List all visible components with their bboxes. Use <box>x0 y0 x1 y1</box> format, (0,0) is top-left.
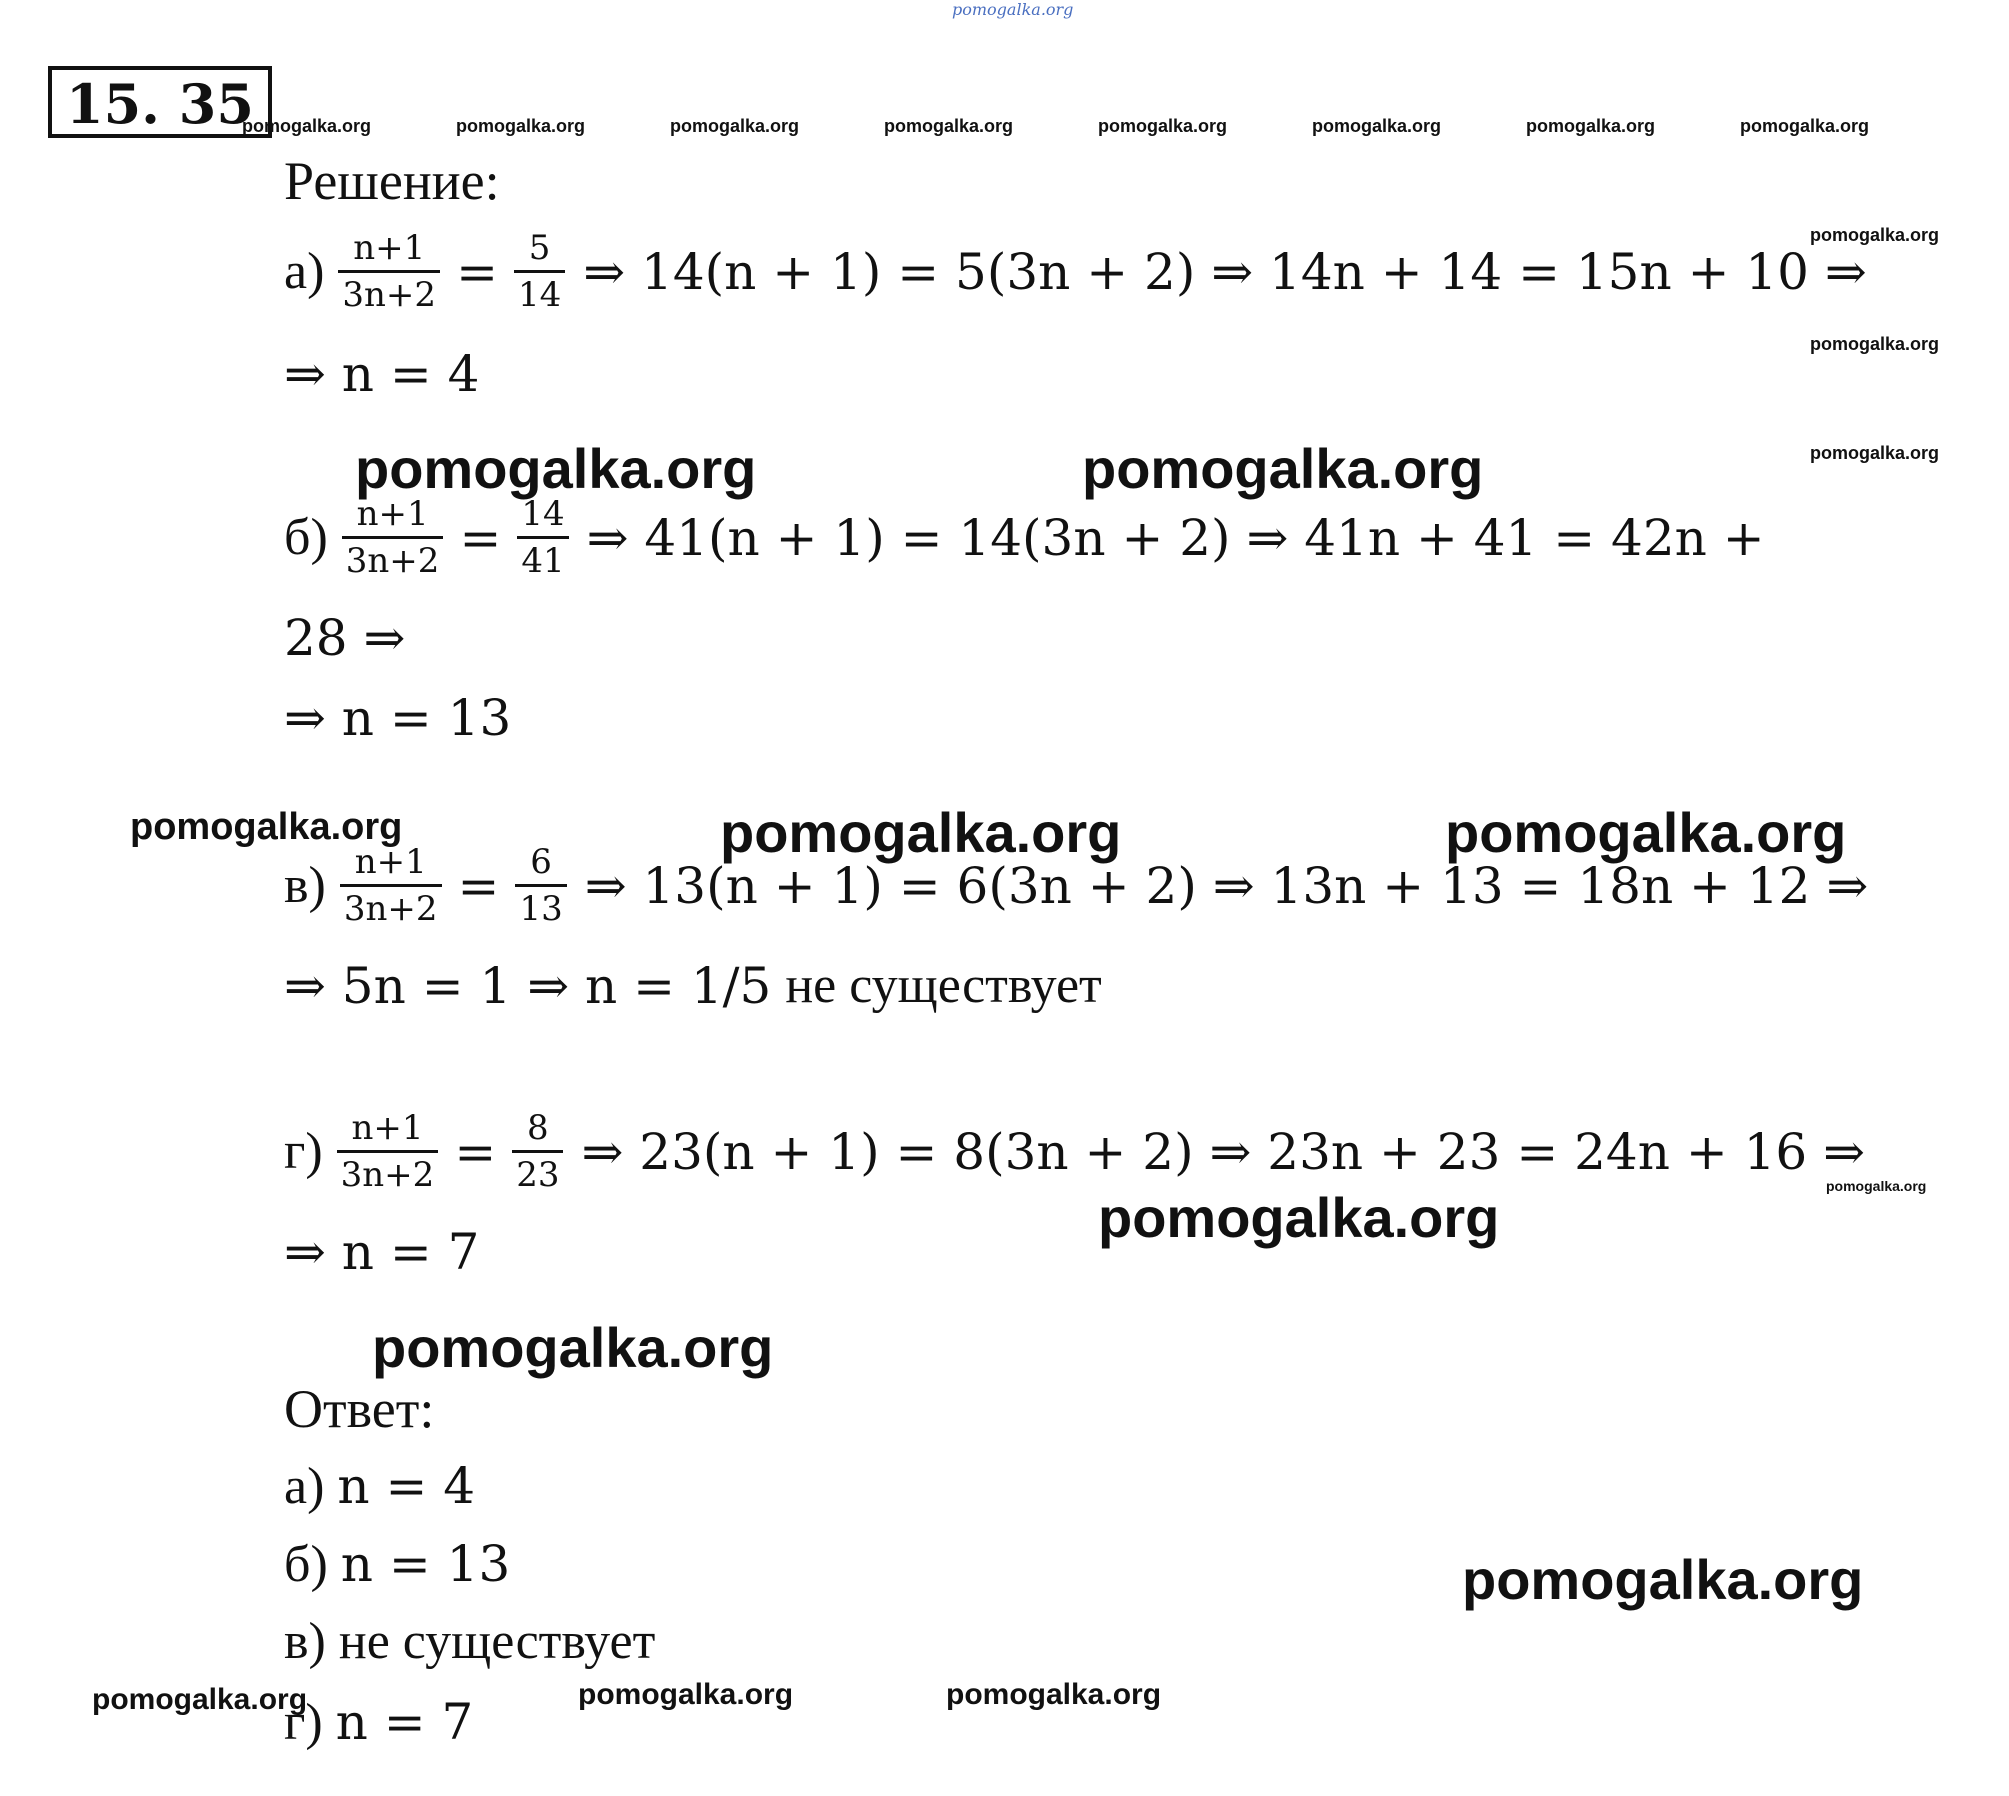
watermark-large: pomogalka.org <box>1098 1186 1500 1249</box>
answer-label: а) <box>284 1458 325 1515</box>
part-v-line1 <box>284 842 1868 929</box>
part-label: в) <box>284 856 326 914</box>
equation-rest: ⇒ 41(n + 1) = 14(3n + 2) ⇒ 41n + 41 = 42n + <box>586 508 1765 567</box>
numerator: 8 <box>527 1108 549 1148</box>
watermark-small: pomogalka.org <box>1810 443 1940 463</box>
denominator: 3n+2 <box>342 536 444 581</box>
numerator: 6 <box>530 842 552 882</box>
equals-sign: = <box>459 508 502 567</box>
part-a-line2: ⇒ n = 4 <box>284 345 480 403</box>
top-watermark: pomogalka.org <box>952 0 1074 19</box>
watermark-small: pomogalka.org <box>1526 116 1656 136</box>
watermark-small: pomogalka.org <box>1740 116 1870 136</box>
answer-value: n = 13 <box>340 1535 511 1593</box>
watermark-large: pomogalka.org <box>720 801 1122 864</box>
watermark-small: pomogalka.org <box>1810 225 1940 245</box>
equation-rest: ⇒ 13(n + 1) = 6(3n + 2) ⇒ 13n + 13 = 18n + 12 ⇒ <box>584 856 1869 915</box>
denominator: 14 <box>514 270 565 315</box>
fraction <box>340 842 442 929</box>
denominator: 23 <box>512 1150 563 1195</box>
watermark-large: pomogalka.org <box>1445 801 1847 864</box>
answer-label: г) <box>284 1694 323 1751</box>
equals-sign: = <box>456 242 498 301</box>
watermark-medium: pomogalka.org <box>946 1678 1162 1711</box>
part-label: г) <box>284 1122 323 1180</box>
fraction <box>337 1108 439 1195</box>
numerator: 5 <box>528 228 551 268</box>
part-b-line1 <box>284 494 1765 581</box>
watermark-small: pomogalka.org <box>456 116 586 136</box>
answer-value: n = 7 <box>335 1693 474 1751</box>
answer-a <box>284 1456 475 1517</box>
equation-rest: ⇒ 14(n + 1) = 5(3n + 2) ⇒ 14n + 14 = 15n + 10 ⇒ <box>583 242 1867 301</box>
numerator: n+1 <box>356 494 429 534</box>
answer-v <box>284 1612 655 1672</box>
watermark-large: pomogalka.org <box>355 437 757 500</box>
numerator: n+1 <box>351 1108 424 1148</box>
part-b-line3: ⇒ n = 13 <box>284 689 512 747</box>
part-label: а) <box>284 242 325 300</box>
part-g-line1 <box>284 1108 1865 1195</box>
answer-b <box>284 1534 510 1595</box>
watermark-small: pomogalka.org <box>242 116 372 136</box>
watermark-large: pomogalka.org <box>1082 437 1484 500</box>
equation-rest: ⇒ 5n = 1 ⇒ n = 1/5 <box>284 957 772 1015</box>
watermark-small: pomogalka.org <box>1312 116 1442 136</box>
does-not-exist-text: не существует <box>785 957 1102 1014</box>
equation-rest: ⇒ 23(n + 1) = 8(3n + 2) ⇒ 23n + 23 = 24n + 16 ⇒ <box>581 1122 1866 1181</box>
equals-sign: = <box>454 1122 497 1181</box>
fraction <box>342 494 444 581</box>
watermark-medium: pomogalka.org <box>578 1678 794 1711</box>
numerator: n+1 <box>353 228 426 268</box>
answer-heading: Ответ: <box>284 1379 435 1439</box>
answer-label: б) <box>284 1536 328 1593</box>
fraction <box>512 1108 563 1195</box>
answer-value: не существует <box>338 1613 656 1670</box>
answer-value: n = 4 <box>337 1457 476 1515</box>
problem-number: 15. 35 <box>48 66 272 138</box>
fraction <box>338 228 440 315</box>
watermark-small: pomogalka.org <box>884 116 1014 136</box>
watermark-small: pomogalka.org <box>1810 334 1940 354</box>
equals-sign: = <box>457 856 500 915</box>
fraction <box>515 842 566 929</box>
watermark-large: pomogalka.org <box>1462 1548 1864 1611</box>
watermark-medium: pomogalka.org <box>92 1683 308 1716</box>
denominator: 3n+2 <box>340 884 442 929</box>
fraction <box>517 494 568 581</box>
watermark-medium: pomogalka.org <box>130 806 403 848</box>
watermark-small: pomogalka.org <box>1826 1178 1927 1194</box>
denominator: 41 <box>517 536 568 581</box>
watermark-large: pomogalka.org <box>372 1316 774 1379</box>
part-a-line1 <box>284 228 1867 315</box>
solution-heading: Решение: <box>284 151 500 211</box>
part-g-line2: ⇒ n = 7 <box>284 1223 480 1281</box>
numerator: 14 <box>521 494 565 534</box>
denominator: 13 <box>515 884 566 929</box>
denominator: 3n+2 <box>338 270 440 315</box>
fraction <box>514 228 565 315</box>
part-v-line2 <box>284 956 1102 1016</box>
watermark-small: pomogalka.org <box>670 116 800 136</box>
denominator: 3n+2 <box>337 1150 439 1195</box>
answer-label: в) <box>284 1613 326 1670</box>
answer-g <box>284 1692 473 1753</box>
part-b-line2: 28 ⇒ <box>284 609 406 667</box>
watermark-small: pomogalka.org <box>1098 116 1228 136</box>
numerator: n+1 <box>354 842 427 882</box>
part-label: б) <box>284 508 328 566</box>
